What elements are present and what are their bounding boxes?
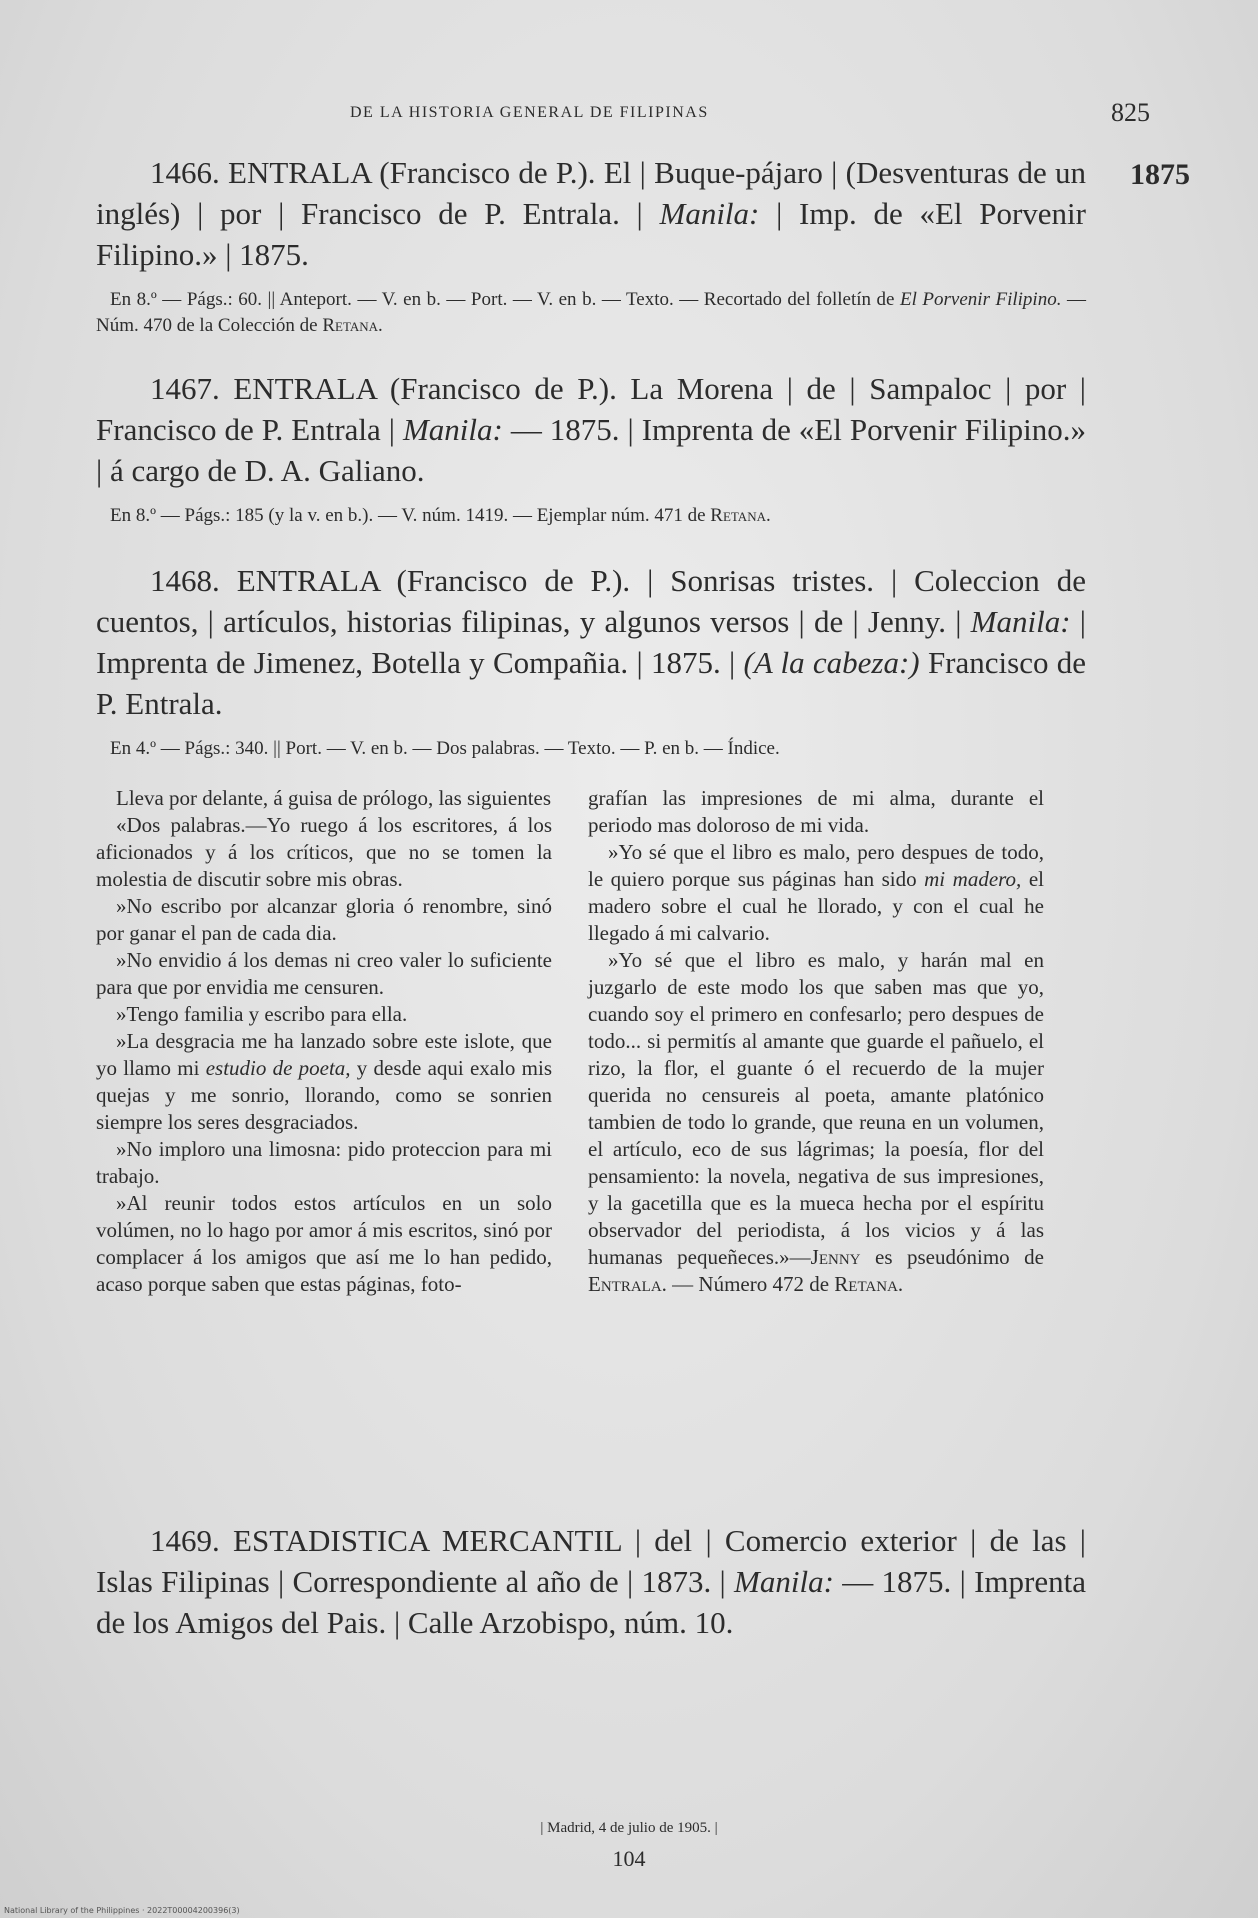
page-number: 825 [1111, 98, 1150, 127]
entry-heading [96, 1520, 1086, 1643]
desc-text-b: — Núm. 470 de la Colección de [96, 289, 1086, 336]
entry-1467 [96, 368, 1086, 529]
entry-heading [96, 560, 1086, 724]
paragraph: »No imploro una limosna: pido proteccion para mi trabajo. [96, 1137, 552, 1188]
signature-mark: 104 [612, 1846, 646, 1871]
entry-number: 1466. [150, 155, 220, 190]
paragraph-text: »Yo sé que el libro es malo, pero despues de todo, le quiero porque sus páginas han sido [588, 840, 1044, 891]
paragraph [96, 1028, 552, 1136]
print-date-line: | Madrid, 4 de julio de 1905. | [540, 1820, 718, 1836]
desc-text: En 8.º — Págs.: 60. || Anteport. — V. en b. — Port. — V. en b. — Texto. — Recortado del folletín de [110, 289, 895, 310]
paragraph-text: — Número 472 de [672, 1272, 830, 1296]
entry-description [96, 287, 1086, 339]
entry-description [96, 503, 1086, 529]
entry-heading [96, 152, 1086, 275]
paragraph: grafían las impresiones de mi alma, durante el periodo mas doloroso de mi vida. [588, 786, 1044, 837]
entry-description [96, 736, 1086, 762]
entry-place: Manila: [402, 412, 503, 447]
paragraph-text: es pseudónimo de [875, 1245, 1044, 1269]
desc-smallcaps: Retana. [710, 505, 771, 526]
entry-heading [96, 368, 1086, 491]
paragraph: »No envidio á los demas ni creo valer lo suficiente para que por envidia me censuren. [96, 948, 552, 999]
entry-heading-text: ENTRALA (Francisco de P.). El | Buque-pájaro | (Desventuras de un inglés) | por | Francisco de P. Entrala. | [96, 155, 1086, 231]
right-column [588, 785, 1044, 1298]
entry-place: Manila: [659, 196, 760, 231]
paragraph [588, 839, 1044, 947]
paragraph-text: »La desgracia me ha lanzado sobre este islote, que yo llamo mi [96, 1029, 552, 1080]
scan-watermark: National Library of the Philippines · 2022T00004200396(3) [4, 1906, 240, 1915]
desc-text: En 4.º — Págs.: 340. || Port. — V. en b. — Dos palabras. — Texto. — P. en b. — Índice. [110, 738, 780, 759]
entry-place: Manila: [734, 1564, 834, 1599]
margin-year: 1875 [1130, 158, 1190, 191]
paragraph: »No escribo por alcanzar gloria ó renombre, sinó por ganar el pan de cada dia. [96, 894, 552, 945]
entry-heading-tail: Francisco de P. Entrala. [96, 645, 1087, 721]
entry-heading-text: ESTADISTICA MERCANTIL | del | Comercio exterior | de las | Islas Filipinas | Correspondiente al año de | 1873. | [96, 1523, 1087, 1599]
paragraph: »Tengo familia y escribo para ella. [116, 1002, 408, 1026]
desc-italic: El Porvenir Filipino. [900, 289, 1062, 310]
entry-heading-text: ENTRALA (Francisco de P.). La Morena | de | Sampaloc | por | Francisco de P. Entrala | [96, 371, 1087, 447]
paragraph-text: el madero sobre el cual he llorado, y con el cual he llegado á mi calvario. [588, 867, 1044, 945]
entry-heading-italic: (A la cabeza:) [743, 645, 920, 680]
entry-1469 [96, 1520, 1086, 1643]
entry-heading-tail: | Imp. de «El Porvenir Filipino.» | 1875. [96, 196, 1086, 272]
paragraph [588, 947, 1044, 1298]
left-column [96, 785, 552, 1298]
running-head [110, 98, 1150, 138]
entry-heading-mid: | Imprenta de Jimenez, Botella y Compañia. | 1875. | [96, 604, 1086, 680]
desc-smallcaps: Retana. [322, 315, 383, 336]
desc-text: En 8.º — Págs.: 185 (y la v. en b.). — V. núm. 1419. — Ejemplar núm. 471 de [110, 505, 706, 526]
paragraph-text: y desde aqui exalo mis quejas y me sonrio, llorando, como se sonrien siempre los seres desgraciados. [96, 1056, 553, 1134]
running-title: DE LA HISTORIA GENERAL DE FILIPINAS [350, 104, 709, 121]
entry-heading-tail: — 1875. | Imprenta de los Amigos del Pais. | Calle Arzobispo, núm. 10. [96, 1564, 1086, 1640]
entry-place: Manila: [970, 604, 1071, 639]
paragraph: »Al reunir todos estos artículos en un solo volúmen, no lo hago por amor á mis escritos, sinó por complacer á los amigos que así me lo han pedido, acaso porque saben que estas páginas, foto- [96, 1191, 552, 1296]
prologue-columns [96, 785, 1086, 1505]
entry-number: 1468. [150, 563, 220, 598]
collection-name: Retana. [834, 1272, 904, 1296]
entry-number: 1469. [150, 1523, 220, 1558]
author-pseudonym: Jenny [810, 1245, 861, 1269]
entry-1466 [96, 152, 1086, 339]
entry-number: 1467. [150, 371, 220, 406]
entry-heading-tail: — 1875. | Imprenta de «El Porvenir Filipino.» | á cargo de D. A. Galiano. [96, 412, 1087, 488]
entry-1468 [96, 560, 1086, 762]
entry-heading-text: ENTRALA (Francisco de P.). | Sonrisas tristes. | Coleccion de cuentos, | artículos, historias filipinas, y algunos versos | de | Jenny. | [96, 563, 1086, 639]
author-name: Entrala. [588, 1272, 667, 1296]
paragraph: «Dos palabras.—Yo ruego á los escritores, á los aficionados y á los críticos, que no se tomen la molestia de discutir sobre mis obras. [96, 813, 552, 891]
paragraph: Lleva por delante, á guisa de prólogo, las siguientes [116, 786, 552, 810]
paragraph-italic: mi madero, [924, 867, 1022, 891]
paragraph-italic: estudio de poeta, [205, 1056, 351, 1080]
paragraph-text: »Yo sé que el libro es malo, y harán mal en juzgarlo de este modo los que saben mas que yo, cuando soy el primero en confesarlo; pero despues de todo... si permitís al amante que guarde el pañuelo, el rizo, la flor, el guante ó el recuerdo de la mujer querida no censureis al poeta, amante platónico tambien de todo lo grande, que reuna en un volumen, el artículo, eco de sus lágrimas; la poesía, flor del pensamiento: la novela, negativa de sus impresiones, y la gacetilla que es la mueca hecha por el espíritu observador del periodista, á los vicios y á las humanas pequeñeces.»— [588, 948, 1044, 1269]
